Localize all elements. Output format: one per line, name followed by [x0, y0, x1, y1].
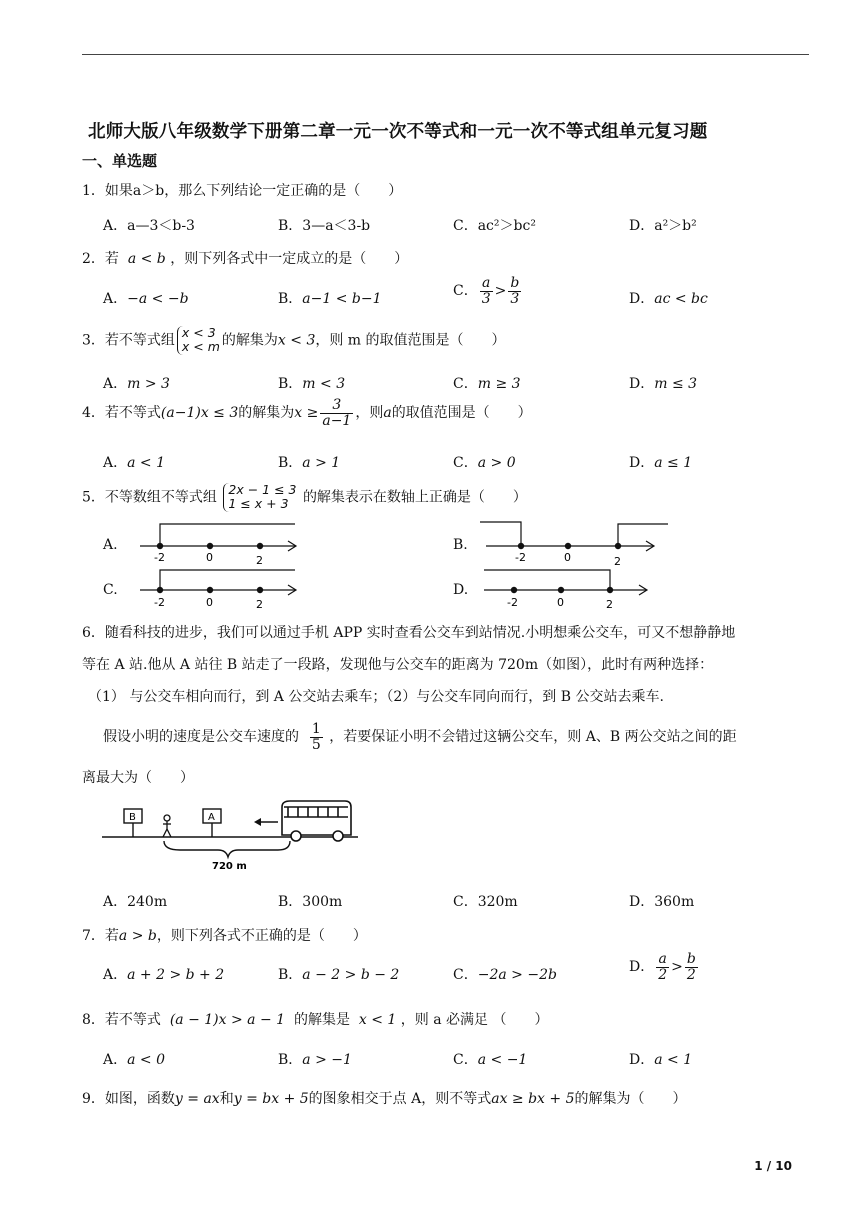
- q3-option-b: B．m < 3: [278, 376, 346, 392]
- q5-number-line-d: [478, 566, 658, 614]
- distance-label: 720 m: [212, 861, 247, 872]
- tick-label: -2: [515, 551, 526, 564]
- question-6-line-2: 等在 A 站.他从 A 站往 B 站走了一段路，发现他与公交车的距离为 720m（如图），此时有两种选择：: [82, 657, 714, 673]
- q1-option-a: A．a—3＜b-3: [103, 218, 195, 234]
- tick-label: 2: [614, 555, 621, 568]
- q7-option-a: A．a + 2 > b + 2: [103, 967, 225, 983]
- bus-stop-a-label: A: [208, 812, 215, 823]
- q4-option-a: A．a < 1: [103, 455, 166, 471]
- bus-icon: [282, 801, 351, 835]
- question-4-stem: 4．若不等式(a−1)x ≤ 3的解集为x ≥ $\frac{3}{a-1}$ ，则a的取值范围是（ ）: [82, 397, 532, 429]
- tick-label: 2: [256, 554, 263, 566]
- question-6-line-3: （1） 与公交车相向而行，到 A 公交站去乘车；（2）与公交车同向而行，到 B 公交站去乘车.: [88, 689, 664, 705]
- q4-option-c: C．a > 0: [453, 455, 516, 471]
- q7-option-b: B．a − 2 > b − 2: [278, 967, 400, 983]
- question-8-stem: 8．若不等式 (a − 1)x > a − 1 的解集是 x < 1 ，则 a 必满足 （ ）: [82, 1012, 549, 1028]
- question-3-stem: 3．若不等式组 x < 3 x < m 的解集为x < 3，则 m 的取值范围是（ ）: [82, 325, 506, 355]
- q1-option-c: C．ac²＞bc²: [453, 218, 536, 234]
- tick-label: 0: [206, 551, 213, 564]
- q4-option-d: D．a ≤ 1: [629, 455, 693, 471]
- header-rule: [82, 54, 809, 55]
- q8-option-a: A．a < 0: [103, 1052, 166, 1068]
- q1-option-b: B．3—a＜3-b: [278, 218, 371, 234]
- q5-number-line-c: [130, 566, 305, 614]
- q4-option-b: B．a > 1: [278, 455, 341, 471]
- q5-option-c-label: C.: [103, 582, 118, 598]
- q5-number-line-b: [478, 518, 670, 570]
- q5-option-d-label: D.: [453, 582, 469, 598]
- tick-label: 2: [606, 598, 613, 611]
- question-6-line-5: 离最大为（ ）: [82, 770, 194, 786]
- q1-option-d: D．a²＞b²: [629, 218, 697, 234]
- tick-label: 2: [256, 598, 263, 611]
- q5-option-a-label: A.: [103, 537, 118, 553]
- q2-option-a: A．−a < −b: [103, 291, 189, 307]
- question-6-line-1: 6．随看科技的进步，我们可以通过手机 APP 实时查看公交车到站情况.小明想乘公交车，可又不想静静地: [82, 625, 736, 641]
- q3-option-c: C．m ≥ 3: [453, 376, 521, 392]
- tick-label: 0: [564, 551, 571, 564]
- q3-option-d: D．m ≤ 3: [629, 376, 698, 392]
- q8-option-b: B．a > −1: [278, 1052, 352, 1068]
- bus-stop-figure: [100, 795, 362, 873]
- question-1-stem: 1．如果a＞b，那么下列结论一定正确的是（ ）: [82, 183, 403, 199]
- tick-label: -2: [154, 596, 165, 609]
- tick-label: -2: [154, 551, 165, 564]
- q8-option-c: C．a < −1: [453, 1052, 528, 1068]
- bus-stop-b-label: B: [129, 812, 136, 823]
- q7-option-d: D． $\frac{a}{2}$ > $\frac{b}{2}$: [629, 951, 696, 983]
- question-6-line-4: 假设小明的速度是公交车速度的 $\frac{1}{5}$ ，若要保证小明不会错过这辆公交车，则 A、B 两公交站之间的距: [103, 721, 737, 753]
- tick-label: -2: [507, 596, 518, 609]
- question-2-stem: 2．若 a < b ，则下列各式中一定成立的是（ ）: [82, 251, 409, 267]
- section-heading: 一、单选题: [82, 152, 158, 170]
- q8-option-d: D．a < 1: [629, 1052, 693, 1068]
- person-icon: [163, 815, 171, 837]
- q2-option-b: B．a−1 < b−1: [278, 291, 382, 307]
- q6-option-d: D．360m: [629, 894, 695, 910]
- page-number: 1 / 10: [754, 1159, 792, 1173]
- distance-brace: [164, 841, 290, 857]
- tick-label: 0: [557, 596, 564, 609]
- q2-option-c: C． $\frac{a}{3}$ > $\frac{b}{3}$: [453, 275, 520, 307]
- q6-option-c: C．320m: [453, 894, 518, 910]
- q6-option-b: B．300m: [278, 894, 343, 910]
- q3-option-a: A．m > 3: [103, 376, 170, 392]
- question-5-stem: 5．不等数组不等式组 2x − 1 ≤ 3 1 ≤ x + 3 的解集表示在数轴上正确是（ ）: [82, 482, 527, 512]
- page-title: 北师大版八年级数学下册第二章一元一次不等式和一元一次不等式组单元复习题: [88, 122, 708, 142]
- tick-label: 0: [206, 596, 213, 609]
- question-7-stem: 7．若a > b，则下列各式不正确的是（ ）: [82, 928, 367, 944]
- q6-option-a: A．240m: [103, 894, 168, 910]
- question-9-stem: 9．如图，函数y = ax和y = bx + 5的图象相交于点 A，则不等式ax ≥ bx + 5的解集为（ ）: [82, 1091, 687, 1107]
- q5-number-line-a: [130, 518, 305, 566]
- q7-option-c: C．−2a > −2b: [453, 967, 557, 983]
- q5-option-b-label: B.: [453, 537, 468, 553]
- q2-option-d: D．ac < bc: [629, 291, 708, 307]
